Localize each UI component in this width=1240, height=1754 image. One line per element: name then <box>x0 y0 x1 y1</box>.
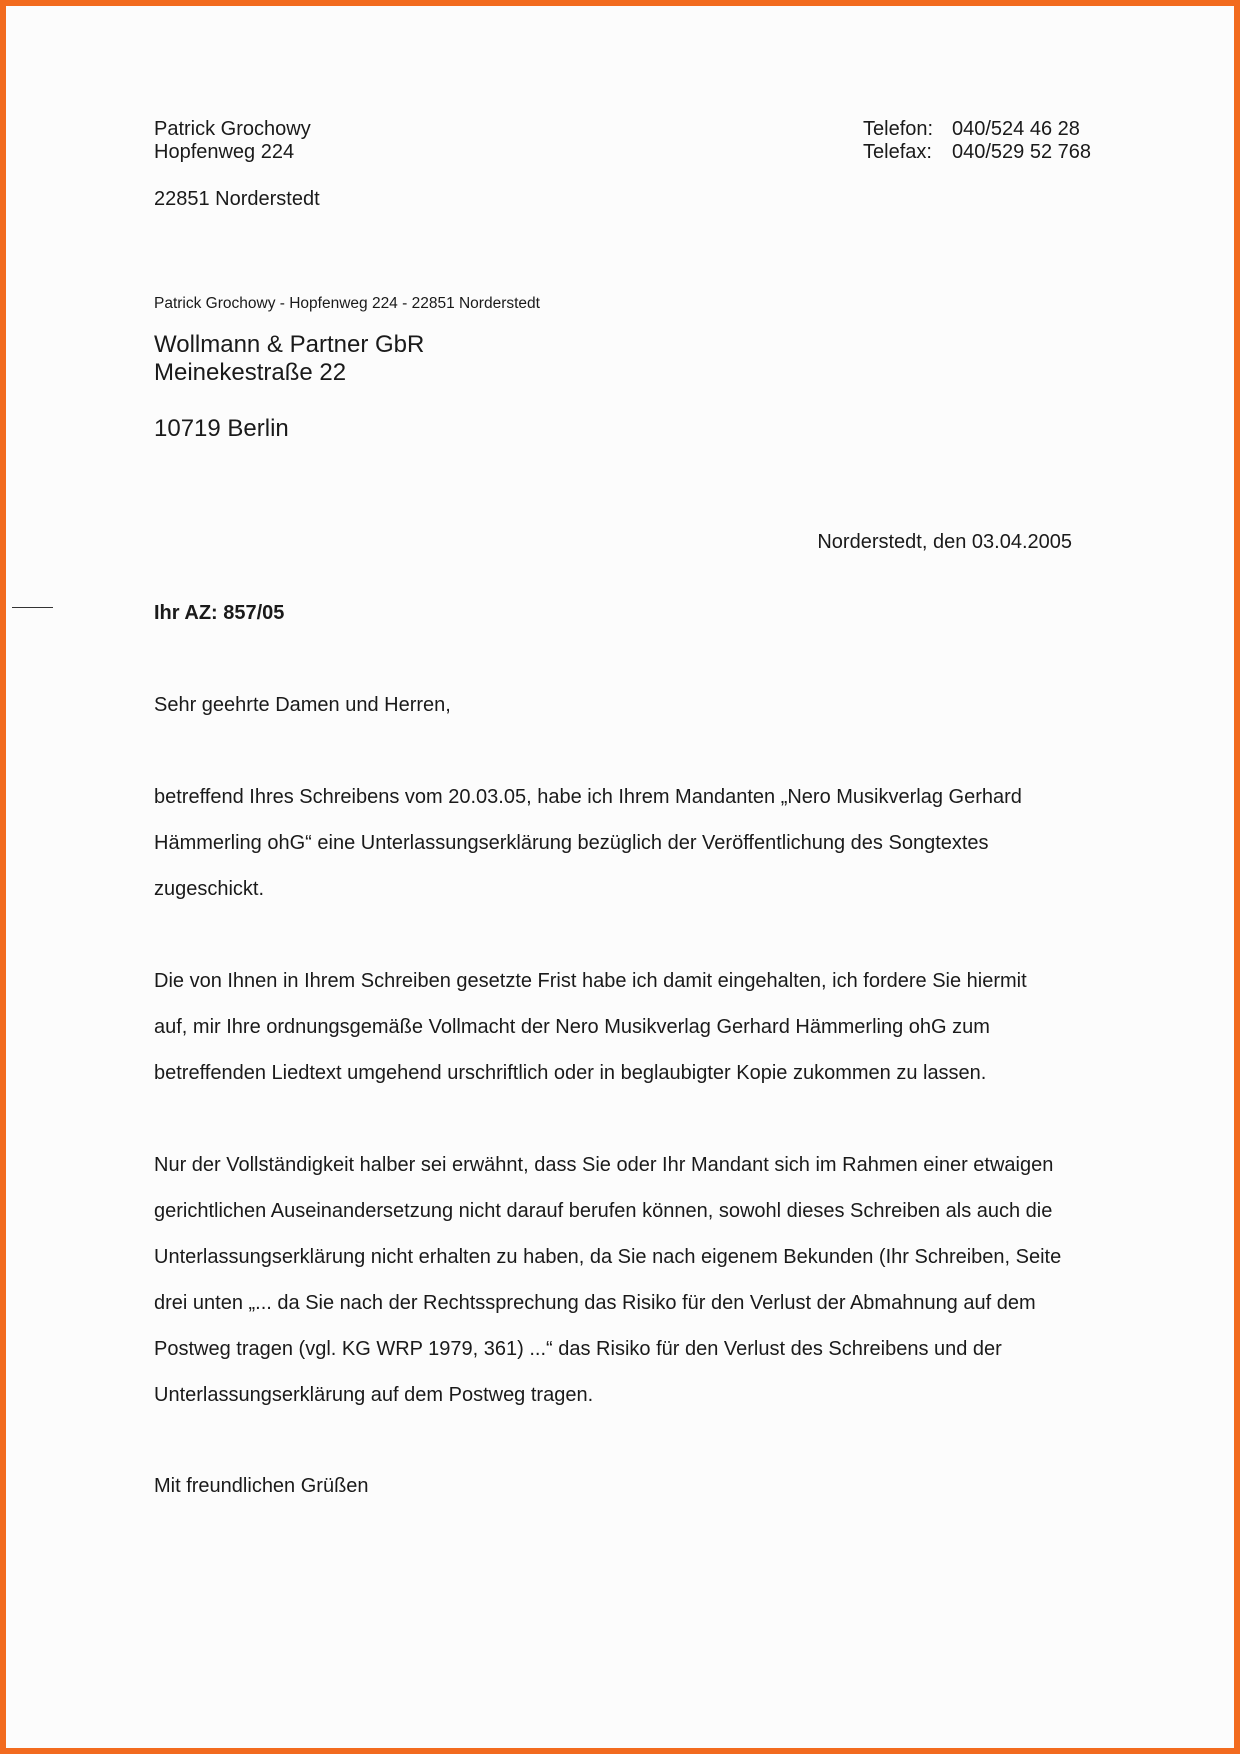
paragraph-line: Nur der Vollständigkeit halber sei erwähnt, dass Sie oder Ihr Mandant sich im Rahmen einer etwaigen <box>154 1154 1054 1176</box>
paragraph-line: Unterlassungserklärung nicht erhalten zu haben, da Sie nach eigenem Bekunden (Ihr Schreiben, Seite <box>154 1246 1062 1268</box>
paragraph-line: auf, mir Ihre ordnungsgemäße Vollmacht der Nero Musikverlag Gerhard Hämmerling ohG zum <box>154 1016 990 1038</box>
return-address-line: Patrick Grochowy - Hopfenweg 224 - 22851 Norderstedt <box>154 295 540 312</box>
paragraph-2 <box>154 958 1027 1096</box>
paragraph-line: zugeschickt. <box>154 878 265 900</box>
sender-address <box>154 118 311 164</box>
paragraph-line: Hämmerling ohG“ eine Unterlassungserklärung bezüglich der Veröffentlichung des Songtextes <box>154 832 989 854</box>
paragraph-line: Die von Ihnen in Ihrem Schreiben gesetzte Frist habe ich damit eingehalten, ich fordere Sie hiermit <box>154 970 1027 992</box>
contact-block <box>863 118 1091 164</box>
recipient-city: 10719 Berlin <box>154 415 289 442</box>
paragraph-line: Postweg tragen (vgl. KG WRP 1979, 361) ...“ das Risiko für den Verlust des Schreibens und der <box>154 1338 1002 1360</box>
sender-street: Hopfenweg 224 <box>154 141 295 163</box>
phone-label: Telefon: <box>863 118 934 140</box>
sender-name: Patrick Grochowy <box>154 118 311 140</box>
recipient-name: Wollmann & Partner GbR <box>154 331 425 358</box>
phone-value: 040/524 46 28 <box>952 118 1080 140</box>
paragraph-line: Unterlassungserklärung auf dem Postweg tragen. <box>154 1384 594 1406</box>
paragraph-line: gerichtlichen Auseinandersetzung nicht darauf berufen können, sowohl dieses Schreiben als auch die <box>154 1200 1053 1222</box>
recipient-address <box>154 331 424 387</box>
fax-value: 040/529 52 768 <box>952 141 1092 163</box>
fax-label: Telefax: <box>863 141 932 163</box>
fax-row <box>863 141 1091 164</box>
phone-row <box>863 118 1091 141</box>
paragraph-1 <box>154 774 1022 912</box>
date-line: Norderstedt, den 03.04.2005 <box>817 531 1072 553</box>
reference-number: Ihr AZ: 857/05 <box>154 602 285 624</box>
recipient-street: Meinekestraße 22 <box>154 359 347 386</box>
sender-city: 22851 Norderstedt <box>154 188 320 210</box>
fold-mark <box>12 607 53 608</box>
salutation: Sehr geehrte Damen und Herren, <box>154 694 451 716</box>
paragraph-3 <box>154 1142 1061 1418</box>
closing-line: Mit freundlichen Grüßen <box>154 1475 369 1497</box>
paragraph-line: drei unten „... da Sie nach der Rechtssprechung das Risiko für den Verlust der Abmahnung auf dem <box>154 1292 1036 1314</box>
paragraph-line: betreffend Ihres Schreibens vom 20.03.05, habe ich Ihrem Mandanten „Nero Musikverlag Gerhard <box>154 786 1022 808</box>
paragraph-line: betreffenden Liedtext umgehend urschriftlich oder in beglaubigter Kopie zukommen zu lassen. <box>154 1062 987 1084</box>
